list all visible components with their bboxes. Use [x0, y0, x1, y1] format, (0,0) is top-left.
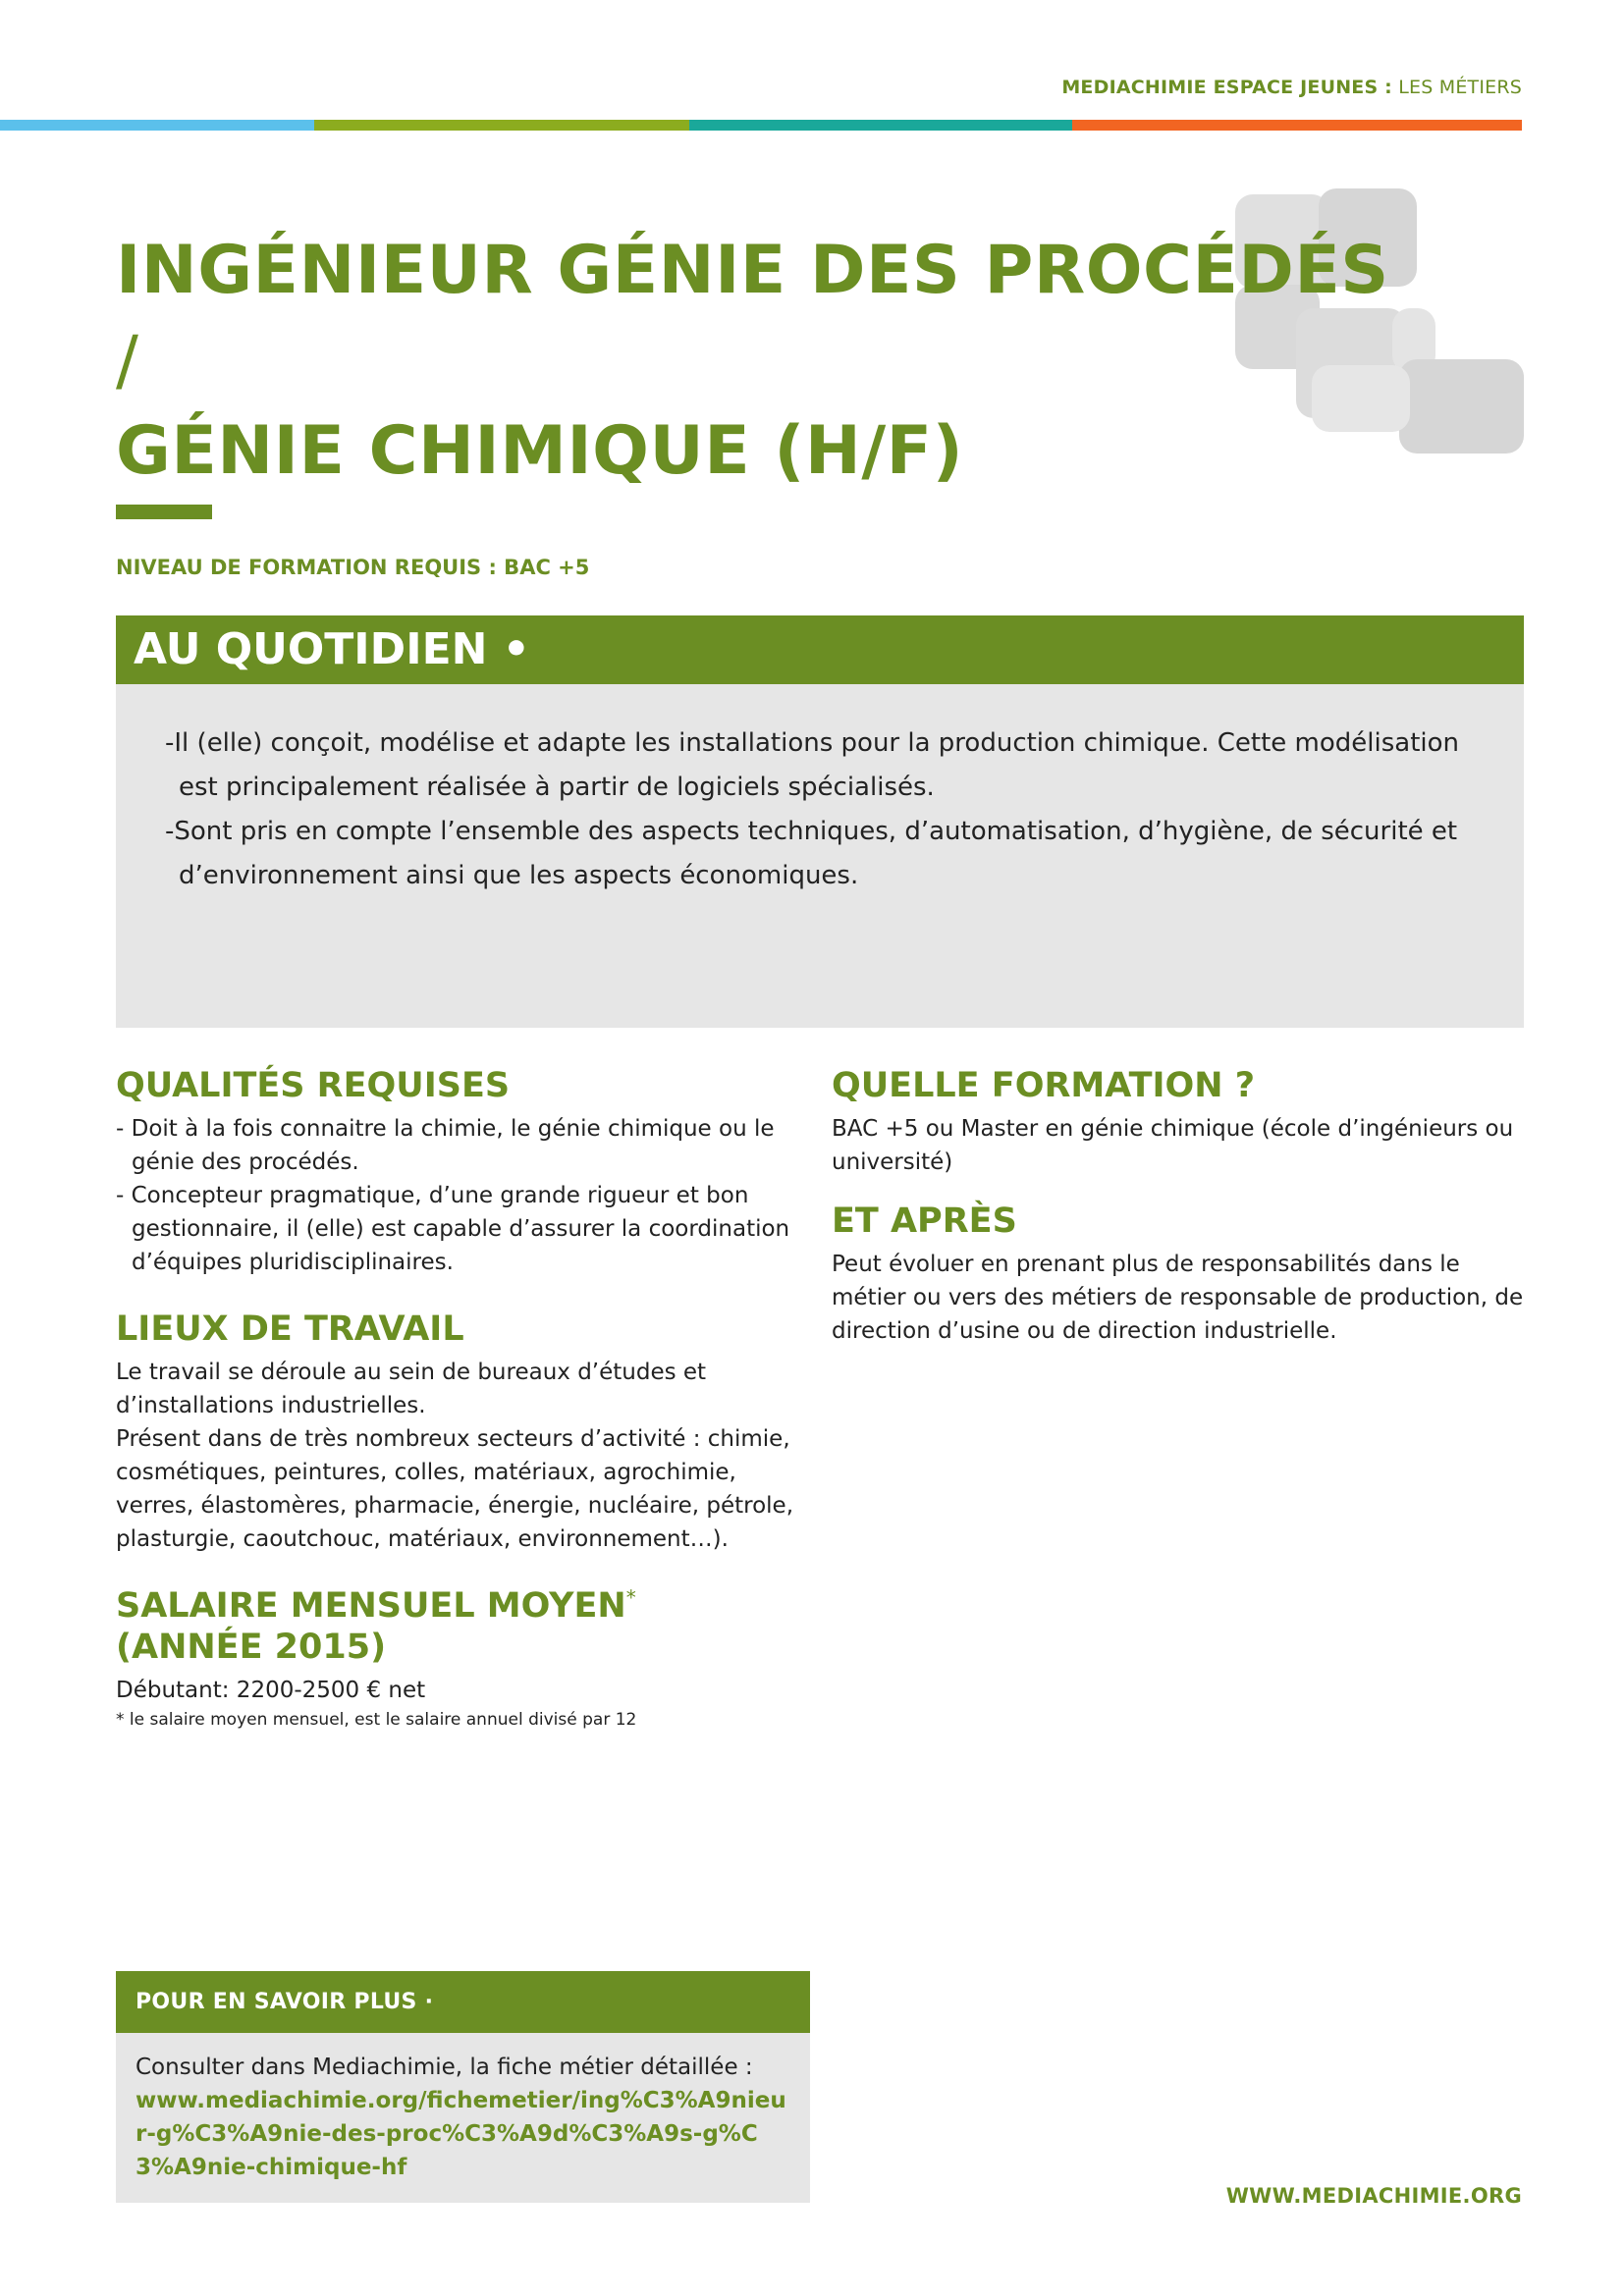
- apres-text: Peut évoluer en prenant plus de responsabilités dans le métier ou vers des métiers de responsable de production, de direction d’usine ou de direction industrielle.: [832, 1252, 1524, 1344]
- title-line-2: GÉNIE CHIMIQUE (H/F): [116, 412, 964, 490]
- savoir-plus-box: [116, 2033, 810, 2203]
- quotidien-item: -Il (elle) conçoit, modélise et adapte les installations pour la production chimique. Cette modélisation est principalement réalisée à partir de logiciels spécialisés.: [165, 728, 1459, 802]
- salaire-asterisk: *: [625, 1585, 636, 1610]
- salaire-debutant: Débutant: 2200-2500 € net: [116, 1678, 426, 1703]
- page-title: [116, 226, 1422, 497]
- salaire-heading: SALAIRE MENSUEL MOYEN* (ANNÉE 2015): [116, 1585, 636, 1667]
- savoir-plus-heading: POUR EN SAVOIR PLUS ·: [116, 1971, 810, 2033]
- quotidien-heading: AU QUOTIDIEN •: [116, 615, 1524, 684]
- header-bar-teal: [689, 120, 1072, 131]
- qualites-item: - Doit à la fois connaitre la chimie, le génie chimique ou le génie des procédés.: [116, 1116, 775, 1175]
- lieux-paragraph-2: Présent dans de très nombreux secteurs d’activité : chimie, cosmétiques, peintures, colles, matériaux, agrochimie, verres, élastomères, pharmacie, énergie, nucléaire, pétrole, plasturgie, caoutchouc, matériaux, environnement…).: [116, 1426, 793, 1552]
- niveau-formation: NIVEAU DE FORMATION REQUIS : BAC +5: [116, 556, 590, 579]
- formation-heading: QUELLE FORMATION ?: [832, 1066, 1256, 1105]
- quotidien-box: [116, 684, 1524, 1028]
- quotidien-item: -Sont pris en compte l’ensemble des aspects techniques, d’automatisation, d’hygiène, de sécurité et d’environnement ainsi que les aspects économiques.: [165, 817, 1458, 890]
- qualites-list: [116, 1112, 803, 1279]
- header-bar-green: [314, 120, 689, 131]
- lieux-paragraph-1: Le travail se déroule au sein de bureaux d’études et d’installations industrielles.: [116, 1360, 707, 1418]
- formation-text: BAC +5 ou Master en génie chimique (école d’ingénieurs ou université): [832, 1116, 1514, 1175]
- header-bar-blue: [0, 120, 314, 131]
- salaire-note: * le salaire moyen mensuel, est le salaire annuel divisé par 12: [116, 1710, 637, 1730]
- apres-heading: ET APRÈS: [832, 1201, 1017, 1241]
- header-bar-orange: [1072, 120, 1522, 131]
- footer-url[interactable]: WWW.MEDIACHIMIE.ORG: [1225, 2184, 1522, 2208]
- header-label: [1061, 77, 1522, 98]
- left-column: [116, 1065, 803, 1733]
- title-slash: /: [116, 322, 139, 400]
- header-label-light: LES MÉTIERS: [1398, 77, 1522, 98]
- header-label-strong: MEDIACHIMIE ESPACE JEUNES :: [1061, 77, 1392, 98]
- lieux-heading: LIEUX DE TRAVAIL: [116, 1309, 464, 1349]
- qualites-heading: QUALITÉS REQUISES: [116, 1066, 511, 1105]
- savoir-plus-intro: Consulter dans Mediachimie, la fiche métier détaillée :: [135, 2055, 753, 2080]
- qualites-item: - Concepteur pragmatique, d’une grande rigueur et bon gestionnaire, il (elle) est capable d’assurer la coordination d’équipes pluridisciplinaires.: [116, 1183, 790, 1275]
- lieux-text: [116, 1356, 803, 1556]
- title-divider: [116, 505, 212, 519]
- right-column: [832, 1065, 1524, 1348]
- title-line-1: INGÉNIEUR GÉNIE DES PROCÉDÉS: [116, 232, 1389, 309]
- fiche-metier-link[interactable]: www.mediachimie.org/fichemetier/ing%C3%A9nieur-g%C3%A9nie-des-proc%C3%A9d%C3%A9s-g%C3%A9nie-chimique-hf: [135, 2088, 786, 2180]
